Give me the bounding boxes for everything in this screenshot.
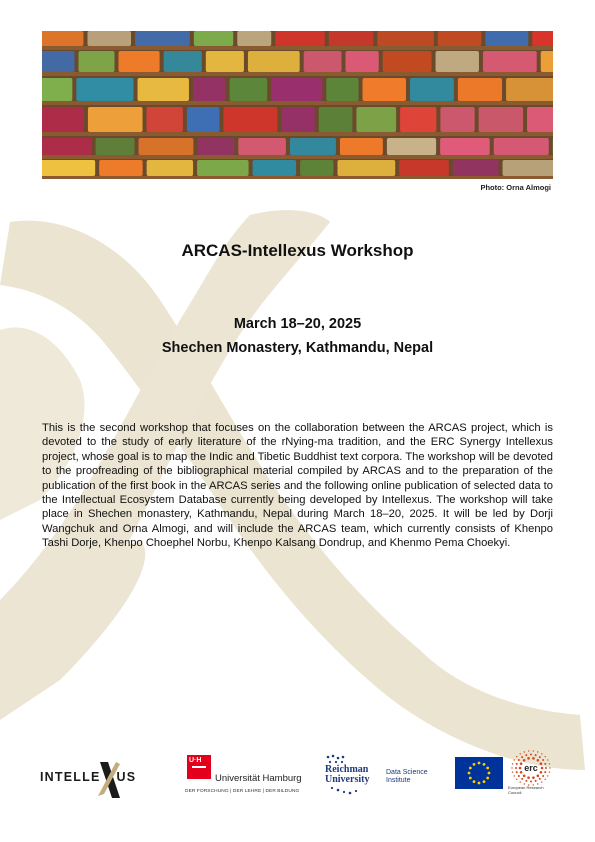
intellexus-x-mark-icon: [96, 760, 122, 800]
eu-flag-icon: [455, 757, 503, 789]
photo-credit: Photo: Orna Almogi: [480, 183, 551, 192]
hamburg-seal-icon: U·H: [187, 755, 211, 779]
header-photo: [42, 31, 553, 179]
hamburg-name: Universität Hamburg: [215, 773, 302, 784]
event-date: March 18–20, 2025: [233, 316, 362, 332]
erc-burst-icon: [508, 750, 554, 786]
hamburg-university-logo: [185, 753, 303, 801]
page-title: ARCAS-Intellexus Workshop: [181, 241, 414, 260]
reichman-name: Reichman University: [325, 764, 370, 785]
reichman-institute: Data Science Institute: [386, 769, 428, 784]
event-venue: Shechen Monastery, Kathmandu, Nepal: [161, 340, 434, 356]
reichman-logo: [322, 752, 442, 802]
hamburg-motto: DER FORSCHUNG | DER LEHRE | DER BILDUNG: [185, 789, 300, 794]
logo-row: [0, 748, 595, 808]
intellexus-logo: [40, 760, 150, 800]
erc-label: European Research Council: [508, 785, 544, 795]
intellexus-wordmark: INTELLE US: [40, 770, 137, 784]
erc-mark: erc: [524, 763, 538, 773]
photo-wrapped-texts: [42, 31, 553, 179]
erc-logo: [508, 750, 554, 796]
workshop-description: This is the second workshop that focuses on the collaboration between the ARCAS project, which is devoted to the study of early literature of the rNying-ma tradition, and the ERC Synergy Intellexus project, whose goal is to map the Indic and Tibetic Buddhist text corpora. The workshop will be devoted to the proofreading of the bibliographical material compiled by ARCAS and to the preparation of the publication of the first book in the ARCAS series and the following online publication of selected data to the Intellectual Ecosystem Database currently being developed by Intellexus. The workshop will take place in Shechen monastery, Kathmandu, Nepal during March 18–20, 2025. It will be led by Dorji Wangchuk and Orna Almogi, and will include the ARCAS team, which currently consists of Khenpo Tashi Dorje, Khenpo Choephel Norbu, Khenpo Kalsang Dondrup, and Khenmo Pema Choekyi.: [42, 422, 553, 550]
